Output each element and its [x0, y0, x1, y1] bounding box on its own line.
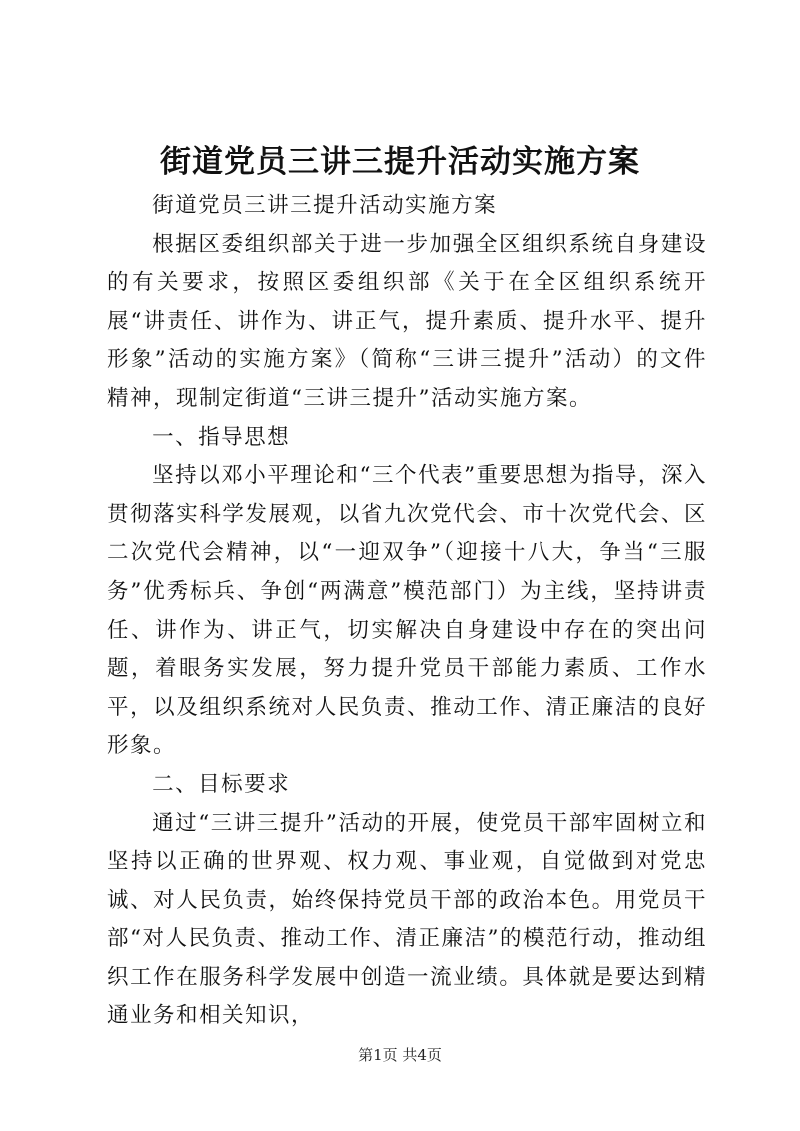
document-body: [107, 187, 707, 1036]
goals-paragraph: 通过“三讲三提升”活动的开展，使党员干部牢固树立和坚持以正确的世界观、权力观、事业观，自觉做到对党忠诚、对人民负责，始终保持党员干部的政治本色。用党员干部“对人民负责、推动工作、清正廉洁”的模范行动，推动组织工作在服务科学发展中创造一流业绩。具体就是要达到精通业务和相关知识，: [107, 810, 707, 1029]
section-heading-goals: 二、目标要求: [152, 771, 291, 797]
page-number-footer: 第1页 共4页: [358, 1046, 442, 1064]
section-heading-guiding-ideology: 一、指导思想: [152, 424, 291, 450]
intro-paragraph: 根据区委组织部关于进一步加强全区组织系统自身建设的有关要求，按照区委组织部《关于在全区组织系统开展“讲责任、讲作为、讲正气，提升素质、提升水平、提升形象”活动的实施方案》（简称“三讲三提升”活动）的文件精神，现制定街道“三讲三提升”活动实施方案。: [107, 231, 707, 411]
document-title: 街道党员三讲三提升活动实施方案: [160, 144, 640, 180]
guiding-ideology-paragraph: 坚持以邓小平理论和“三个代表”重要思想为指导，深入贯彻落实科学发展观，以省九次党代会、市十次党代会、区二次党代会精神，以“一迎双争”（迎接十八大，争当“三服务”优秀标兵、争创“两满意”模范部门）为主线，坚持讲责任、讲作为、讲正气，切实解决自身建设中存在的突出问题，着眼务实发展，努力提升党员干部能力素质、工作水平，以及组织系统对人民负责、推动工作、清正廉洁的良好形象。: [107, 463, 707, 759]
subtitle-paragraph: 街道党员三讲三提升活动实施方案: [152, 193, 498, 218]
